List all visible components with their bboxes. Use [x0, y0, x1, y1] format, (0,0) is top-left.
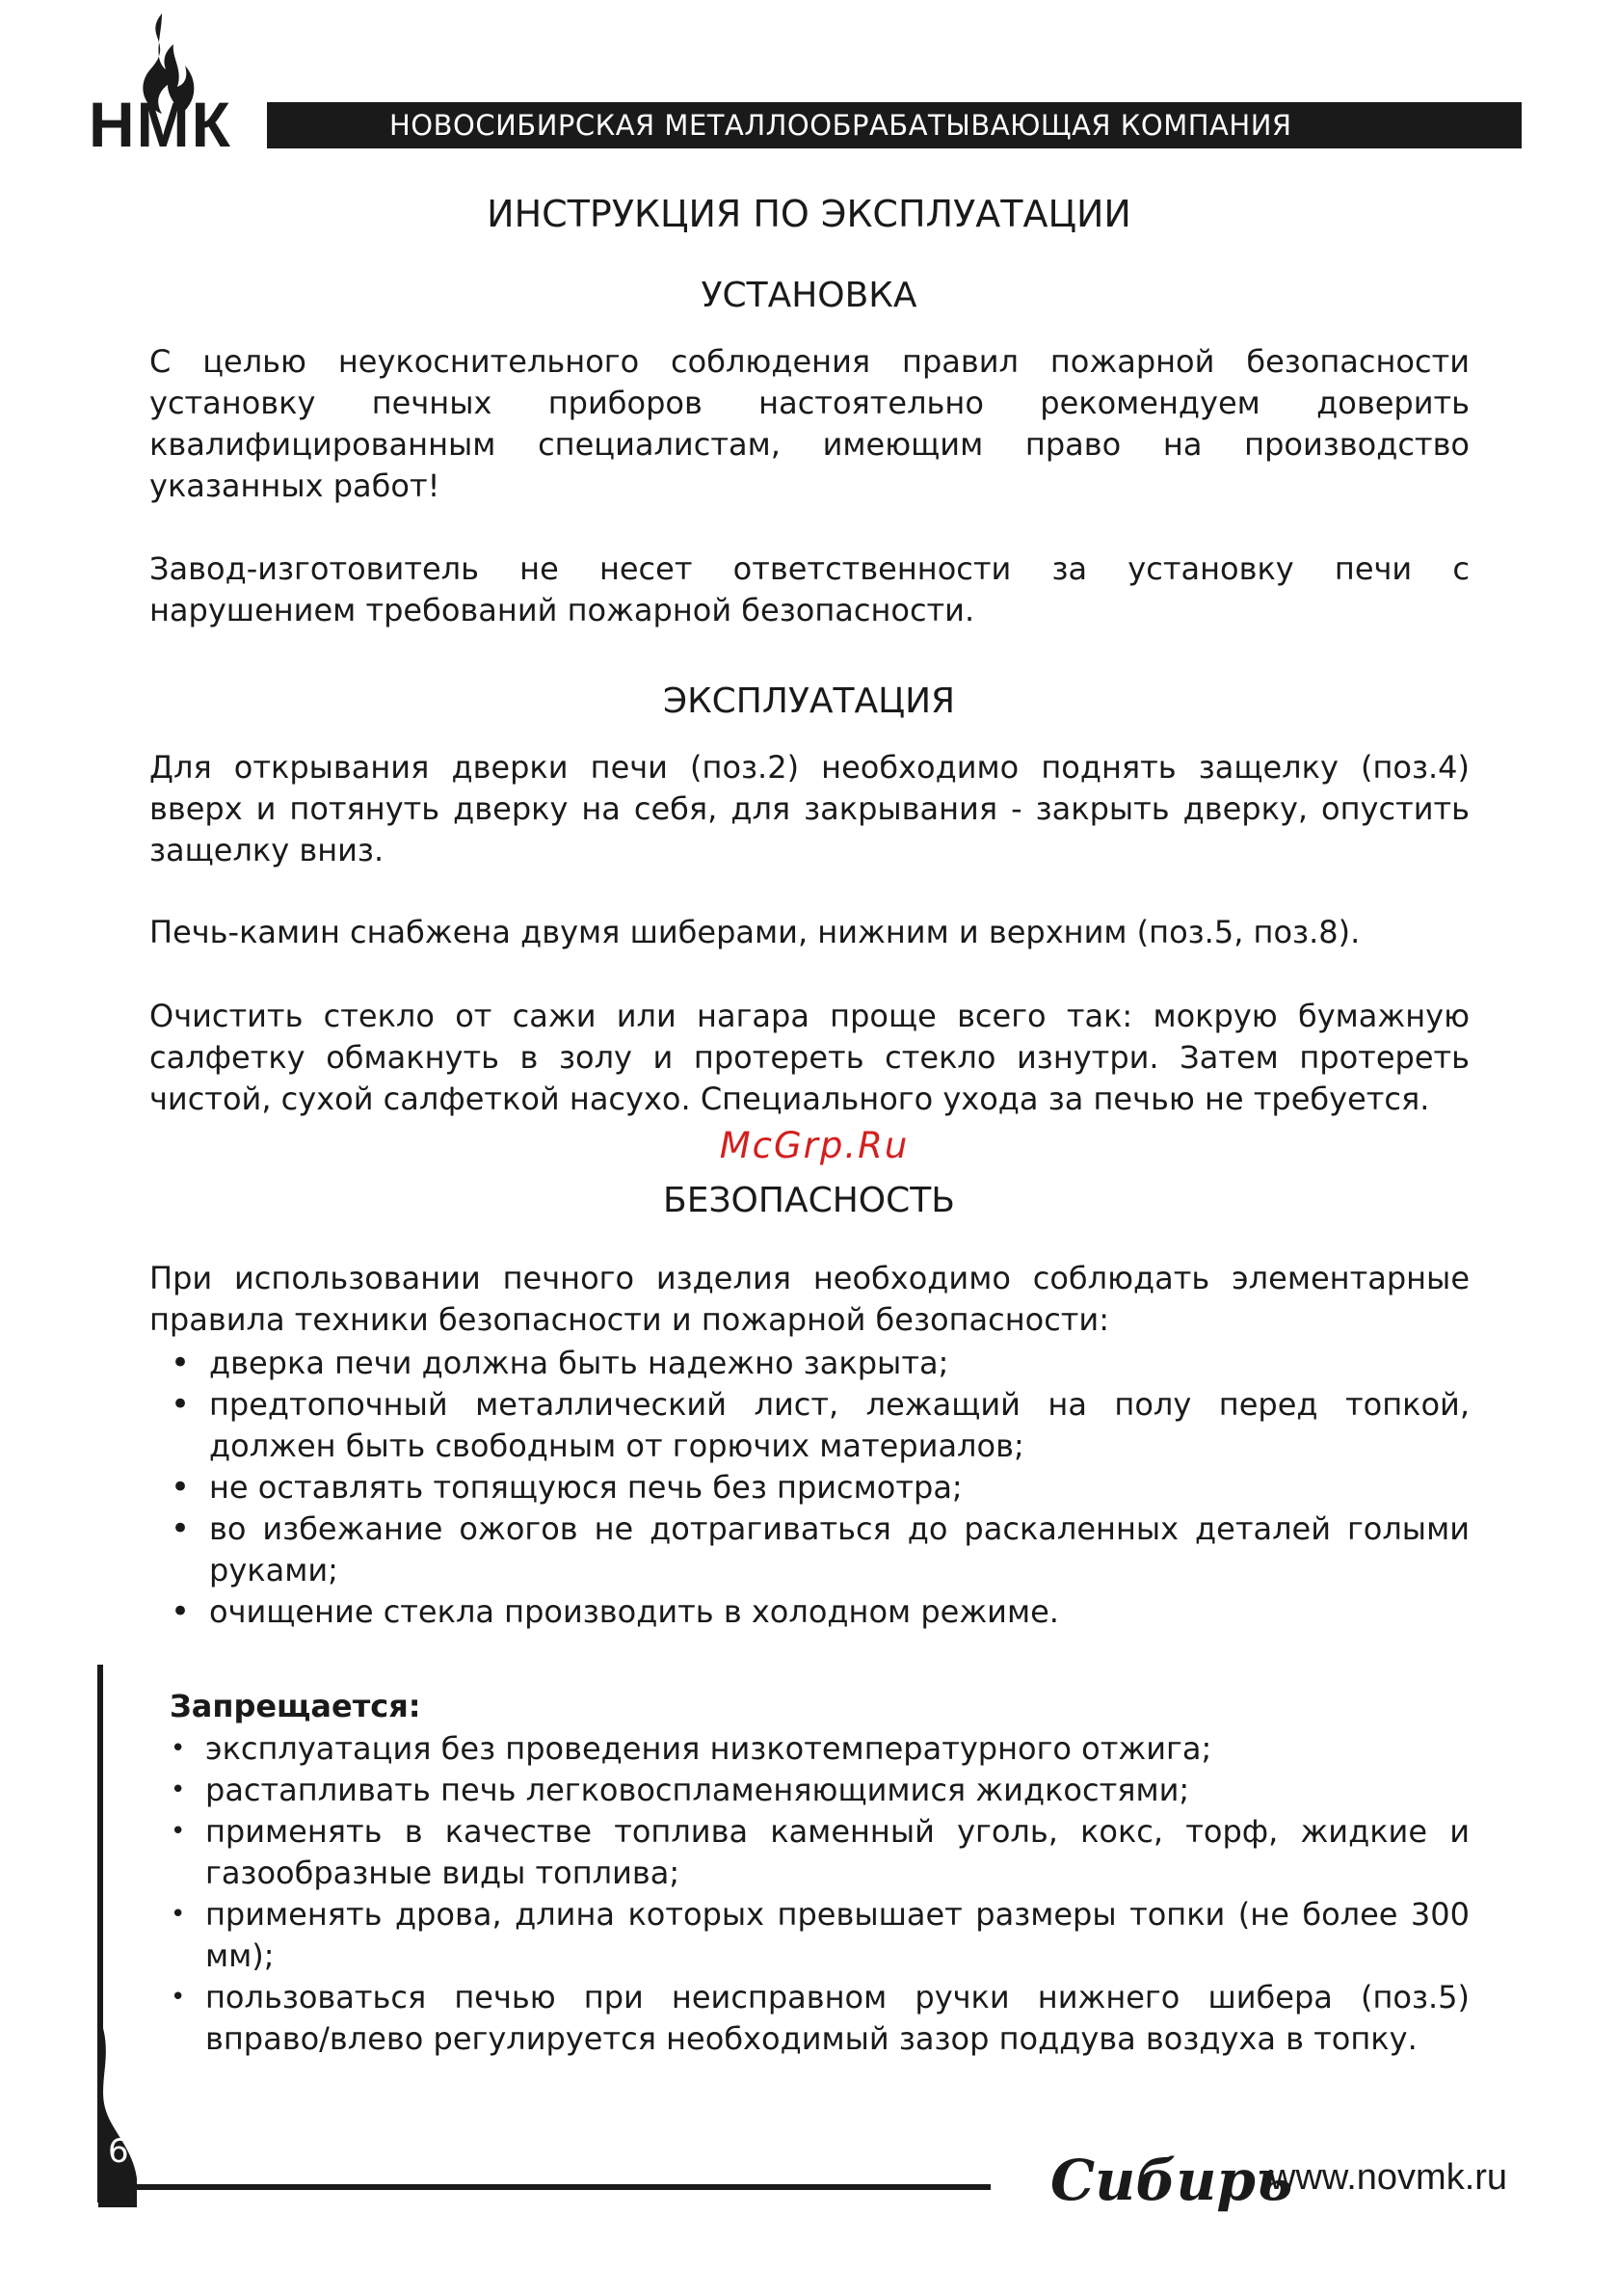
safety-intro: При использовании печного изделия необходимо соблюдать элементарные правила техники безопасности и пожарной безопасности: — [149, 1260, 1470, 1338]
section-heading-operation: ЭКСПЛУАТАЦИЯ — [662, 681, 956, 721]
prohibited-list — [149, 1728, 1470, 2060]
operation-paragraph-2: Печь-камин снабжена двумя шиберами, нижним и верхним (поз.5, поз.8). — [149, 914, 1361, 950]
list-item: • пользоваться печью при неисправном ручки нижнего шибера (поз.5) вправо/влево регулируется необходимый зазор поддува воздуха в топку. — [149, 1977, 1470, 2060]
list-item: • не оставлять топящуюся печь без присмотра; — [149, 1467, 1470, 1508]
operation-paragraph-1: Для открывания дверки печи (поз.2) необходимо поднять защелку (поз.4) вверх и потянуть дверку на себя, для закрывания - закрыть дверку, опустить защелку вниз. — [149, 749, 1470, 868]
list-item: • дверка печи должна быть надежно закрыта; — [149, 1343, 1470, 1384]
list-item: • очищение стекла производить в холодном режиме. — [149, 1591, 1470, 1633]
page-number: 6 — [108, 2132, 129, 2171]
section-heading-installation: УСТАНОВКА — [701, 276, 917, 315]
list-item: • предтопочный металлический лист, лежащий на полу перед топкой, должен быть свободным от горючих материалов; — [149, 1384, 1470, 1467]
watermark-text: McGrp.Ru — [719, 1125, 910, 1166]
prohibited-title: Запрещается: — [170, 1688, 421, 1724]
install-paragraph-2: Завод-изготовитель не несет ответственности за установку печи с нарушением требований пожарной безопасности. — [149, 550, 1470, 628]
install-paragraph-1: С целью неукоснительного соблюдения правил пожарной безопасности установку печных приборов настоятельно рекомендуем доверить квалифицированным специалистам, имеющим право на производство указанных работ! — [149, 343, 1470, 504]
flame-decor-icon — [94, 2015, 137, 2207]
list-item: • применять дрова, длина которых превышает размеры топки (не более 300 мм); — [149, 1894, 1470, 1977]
list-item: • во избежание ожогов не дотрагиваться до раскаленных деталей голыми руками; — [149, 1508, 1470, 1591]
brand-logo: Сибирь — [1050, 2148, 1293, 2213]
company-name-bar: НОВОСИБИРСКАЯ МЕТАЛЛООБРАБАТЫВАЮЩАЯ КОМПАНИЯ — [267, 102, 1522, 148]
list-item: • эксплуатация без проведения низкотемпературного отжига; — [149, 1728, 1470, 1770]
list-item: • растапливать печь легковоспламеняющимися жидкостями; — [149, 1770, 1470, 1811]
list-item: • применять в качестве топлива каменный уголь, кокс, торф, жидкие и газообразные виды топлива; — [149, 1811, 1470, 1894]
operation-paragraph-3: Очистить стекло от сажи или нагара проще всего так: мокрую бумажную салфетку обмакнуть в золу и протереть стекло изнутри. Затем протереть чистой, сухой салфеткой насухо. Специального ухода за печью не требуется. — [149, 998, 1470, 1117]
document-title: ИНСТРУКЦИЯ ПО ЭКСПЛУАТАЦИИ — [487, 193, 1131, 235]
section-heading-safety: БЕЗОПАСНОСТЬ — [663, 1181, 955, 1220]
logo-text: НМК — [89, 89, 232, 160]
website-link[interactable]: www.novmk.ru — [1269, 2157, 1508, 2198]
footer-divider — [99, 2184, 991, 2190]
safety-list — [149, 1343, 1470, 1633]
